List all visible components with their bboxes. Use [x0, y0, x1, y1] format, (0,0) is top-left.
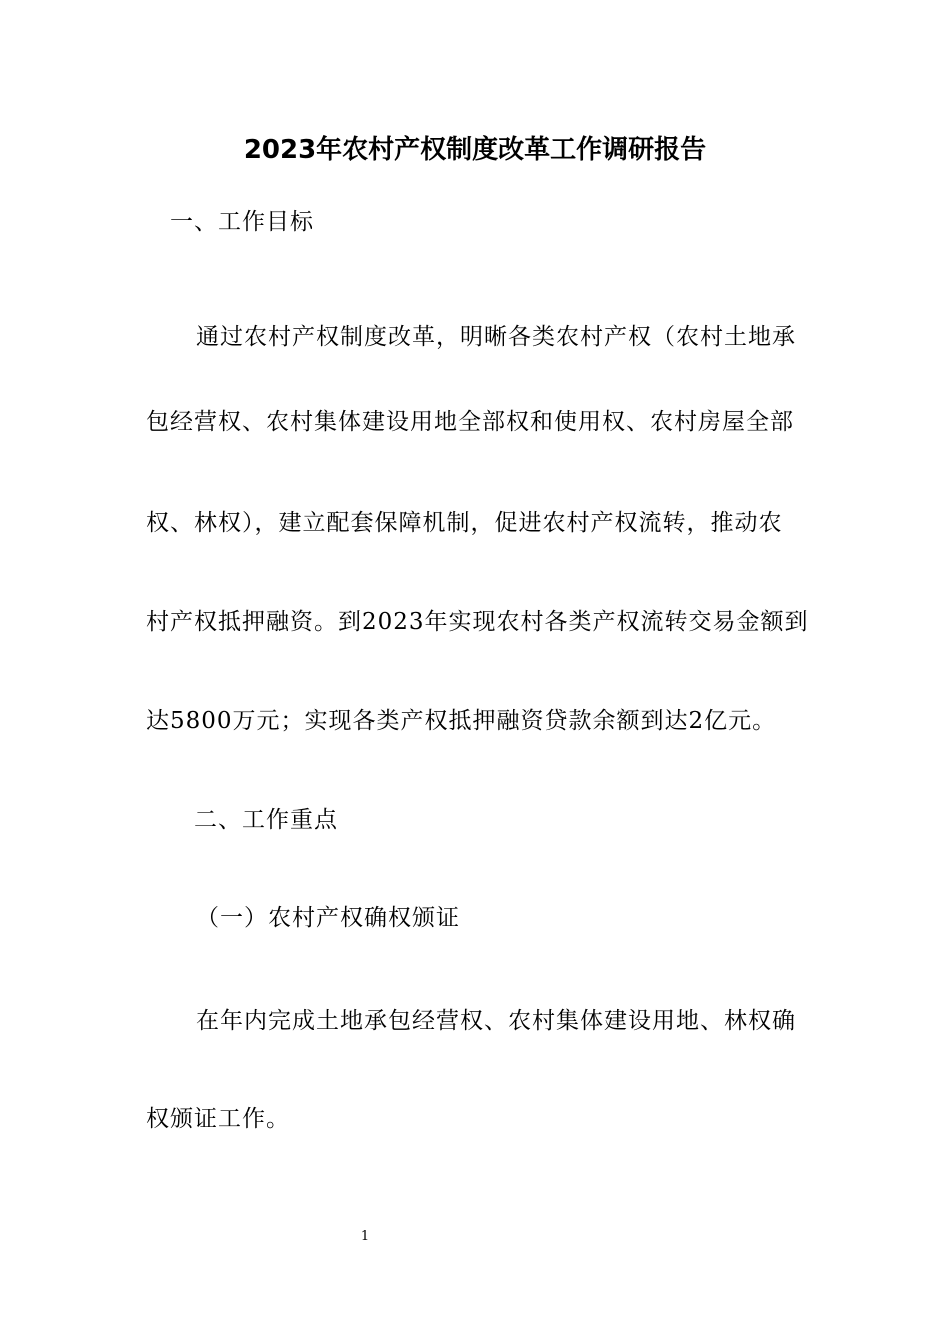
page-number: 1 [360, 1229, 370, 1244]
paragraph-line: 通过农村产权制度改革，明晰各类农村产权（农村土地承 [196, 324, 796, 350]
section-heading-priorities: 二、工作重点 [194, 807, 338, 833]
paragraph-line: 包经营权、农村集体建设用地全部权和使用权、农村房屋全部 [146, 409, 794, 435]
paragraph-line: 村产权抵押融资。到2023年实现农村各类产权流转交易金额到 [146, 609, 809, 635]
section-heading-goals: 一、工作目标 [170, 209, 314, 235]
document-title: 2023年农村产权制度改革工作调研报告 [243, 135, 707, 165]
paragraph-line: 权、林权），建立配套保障机制，促进农村产权流转，推动农 [146, 510, 783, 536]
paragraph-line: 权颁证工作。 [146, 1106, 290, 1132]
paragraph-line: 达5800万元；实现各类产权抵押融资贷款余额到达2亿元。 [146, 708, 777, 734]
paragraph-line: 在年内完成土地承包经营权、农村集体建设用地、林权确 [196, 1008, 796, 1034]
subsection-heading-certification: （一）农村产权确权颁证 [196, 905, 460, 931]
